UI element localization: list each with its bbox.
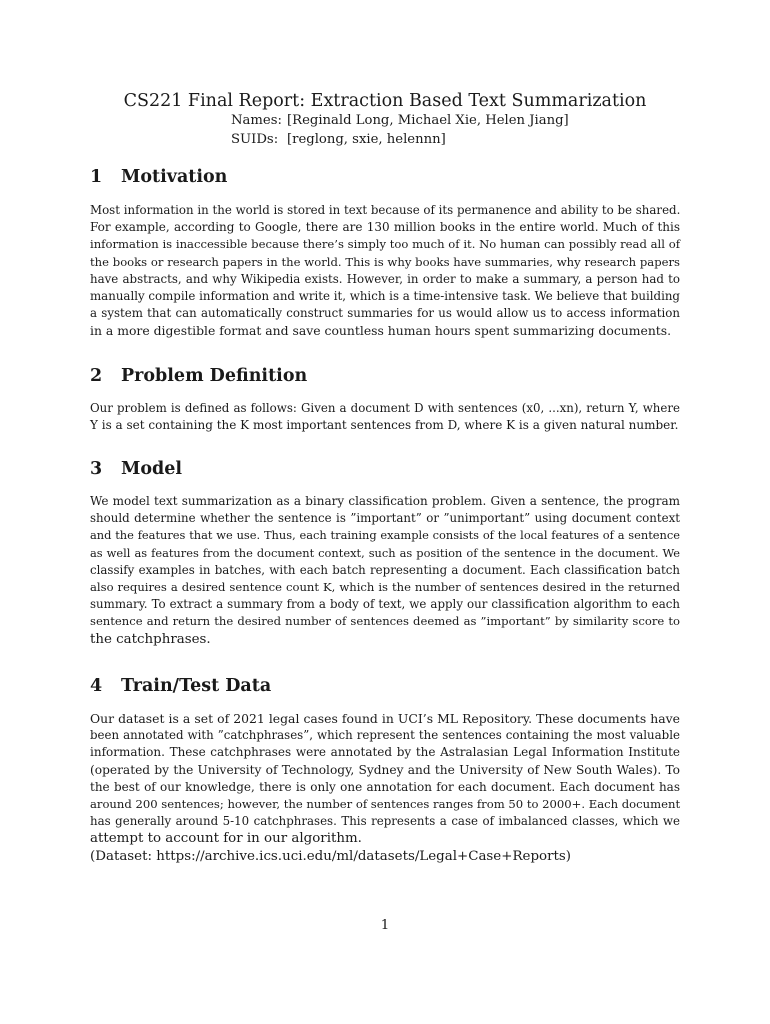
text-line: Y is a set containing the K most important sentences from D, where K is a given natural number.: [90, 418, 679, 433]
text-line: information. These catchphrases were annotated by the Astralasian Legal Information Institute: [90, 745, 680, 760]
section-heading-train-test-data: [90, 675, 271, 697]
text-line: Most information in the world is stored in text because of its permanence and ability to be shared.: [90, 203, 681, 217]
author-names: [Reginald Long, Michael Xie, Helen Jiang]: [287, 113, 569, 128]
text-line: Our dataset is a set of 2021 legal cases found in UCI’s ML Repository. These documents have: [90, 711, 680, 726]
suids-label: SUIDs:: [231, 132, 279, 147]
text-line: has generally around 5-10 catchphrases. This represents a case of imbalanced classes, which we: [90, 814, 680, 829]
text-line: around 200 sentences; however, the number of sentences ranges from 50 to 2000+. Each document: [90, 797, 681, 812]
text-line: the books or research papers in the world. This is why books have summaries, why research papers: [90, 254, 680, 269]
text-line: in a more digestible format and save countless human hours spent summarizing documents.: [90, 323, 672, 339]
text-line: sentence and return the desired number of sentences deemed as ”important” by similarity score to: [90, 614, 680, 629]
text-line: We model text summarization as a binary classification problem. Given a sentence, the program: [90, 494, 680, 508]
paper-title: CS221 Final Report: Extraction Based Text Summarization: [123, 91, 647, 111]
text-line: For example, according to Google, there are 130 million books in the entire world. Much of this: [90, 220, 680, 235]
dataset-url-line: (Dataset: https://archive.ics.uci.edu/ml/datasets/Legal+Case+Reports): [90, 848, 571, 864]
text-line: summary. To extract a summary from a body of text, we apply our classification algorithm to each: [90, 597, 680, 612]
section-title: Motivation: [121, 167, 228, 187]
author-names-row: [231, 112, 569, 130]
section-number: 4: [90, 676, 103, 696]
text-line: also requires a desired sentence count K, which is the number of sentences desired in the returned: [90, 580, 680, 595]
text-line: the best of our knowledge, there is only one annotation for each document. Each document has: [90, 779, 680, 794]
text-line: classify examples in batches, with each batch representing a document. Each classification batch: [90, 562, 680, 577]
section-number: 3: [90, 459, 103, 479]
text-line: information is inaccessible because there’s simply too much of it. No human can possibly read all of: [90, 237, 680, 252]
text-line: the catchphrases.: [90, 631, 211, 647]
text-line: a system that can automatically construct summaries for us would allow us to access information: [90, 306, 680, 321]
section-heading-problem-definition: [90, 365, 307, 387]
text-line: been annotated with ”catchphrases”, which represent the sentences containing the most valuable: [90, 728, 680, 743]
text-line: as well as features from the document context, such as position of the sentence in the document. We: [90, 545, 680, 560]
page-number: 1: [380, 918, 390, 933]
section-title: Problem Definition: [121, 366, 308, 386]
author-suids: [reglong, sxie, helennn]: [287, 132, 446, 147]
section-title: Model: [121, 459, 183, 479]
section-heading-motivation: [90, 166, 227, 188]
train-test-data-paragraph: [90, 710, 680, 865]
text-line: have abstracts, and why Wikipedia exists. However, in order to make a summary, a person had to: [90, 271, 680, 286]
section-number: 1: [90, 167, 103, 187]
text-line: should determine whether the sentence is ”important” or ”unimportant” using document context: [90, 511, 680, 526]
text-line: Our problem is defined as follows: Given a document D with sentences (x0, ...xn), return Y, where: [90, 401, 680, 415]
section-number: 2: [90, 366, 103, 386]
text-line: manually compile information and write it, which is a time-intensive task. We believe that building: [90, 289, 680, 304]
model-paragraph: [90, 493, 680, 648]
names-label: Names:: [231, 113, 282, 128]
motivation-paragraph: [90, 202, 680, 340]
text-line: (operated by the University of Technology, Sydney and the University of New South Wales). To: [90, 762, 680, 777]
section-heading-model: [90, 458, 182, 480]
section-title: Train/Test Data: [121, 676, 272, 696]
author-suids-row: [231, 131, 446, 149]
problem-definition-paragraph: [90, 400, 680, 434]
text-line: and the features that we use. Thus, each training example consists of the local features of a sentence: [90, 528, 680, 543]
text-line: attempt to account for in our algorithm.: [90, 831, 362, 847]
